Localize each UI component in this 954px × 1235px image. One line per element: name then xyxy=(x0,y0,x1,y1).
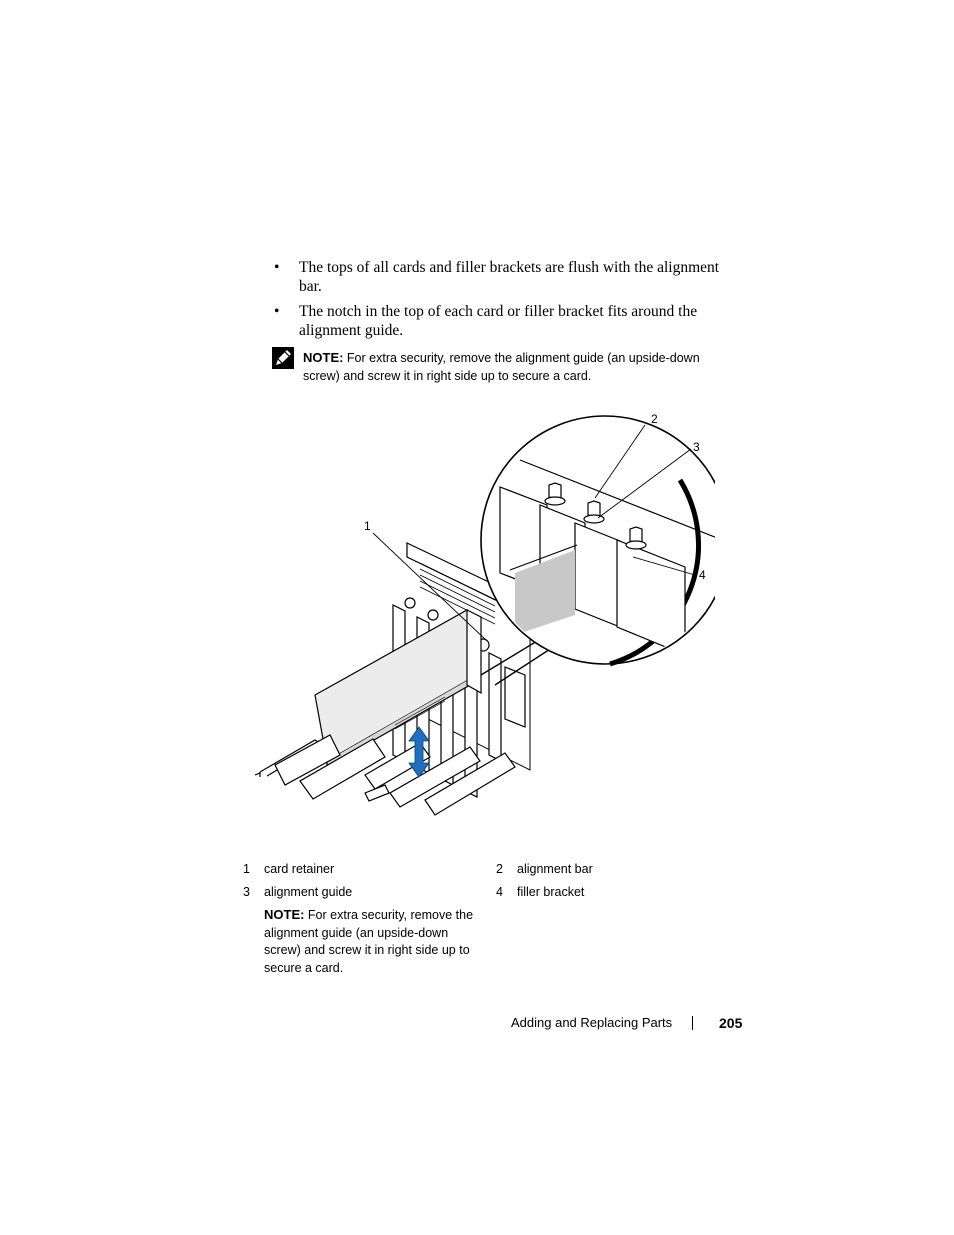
figure-illustration xyxy=(255,405,715,825)
page-number: 205 xyxy=(719,1015,743,1031)
bullet-item xyxy=(274,302,734,340)
legend-note xyxy=(264,906,484,977)
legend-label: card retainer xyxy=(264,862,335,876)
legend-number: 2 xyxy=(496,862,503,876)
note-text xyxy=(303,349,733,385)
pencil-note-icon xyxy=(272,347,294,369)
legend-number: 1 xyxy=(243,862,250,876)
bullet-text: The tops of all cards and filler brackets are flush with the alignment bar. xyxy=(299,259,720,295)
legend-label: filler bracket xyxy=(517,885,585,899)
legend-label: alignment bar xyxy=(517,862,593,876)
footer-divider xyxy=(692,1016,693,1030)
legend-number: 3 xyxy=(243,885,250,899)
bullet-list xyxy=(274,258,734,346)
bullet-marker: • xyxy=(274,303,280,320)
card-installation-figure xyxy=(255,405,715,825)
callout-4: 4 xyxy=(699,568,706,582)
legend-note-body: For extra security, remove the alignment guide (an upside-down screw) and screw it in right side up to secure a card. xyxy=(264,908,474,975)
callout-2: 2 xyxy=(651,412,658,426)
callout-1: 1 xyxy=(364,519,371,533)
bullet-item xyxy=(274,258,734,296)
legend-label: alignment guide xyxy=(264,885,353,899)
bullet-text: The notch in the top of each card or filler bracket fits around the alignment guide. xyxy=(299,303,698,339)
bullet-marker: • xyxy=(274,259,280,276)
legend-note-label: NOTE: xyxy=(264,907,305,922)
note-body: For extra security, remove the alignment guide (an upside-down screw) and screw it in right side up to secure a card. xyxy=(303,351,700,383)
legend-number: 4 xyxy=(496,885,503,899)
footer-section-title: Adding and Replacing Parts xyxy=(511,1015,673,1030)
note-label: NOTE: xyxy=(303,350,344,365)
callout-3: 3 xyxy=(693,440,700,454)
